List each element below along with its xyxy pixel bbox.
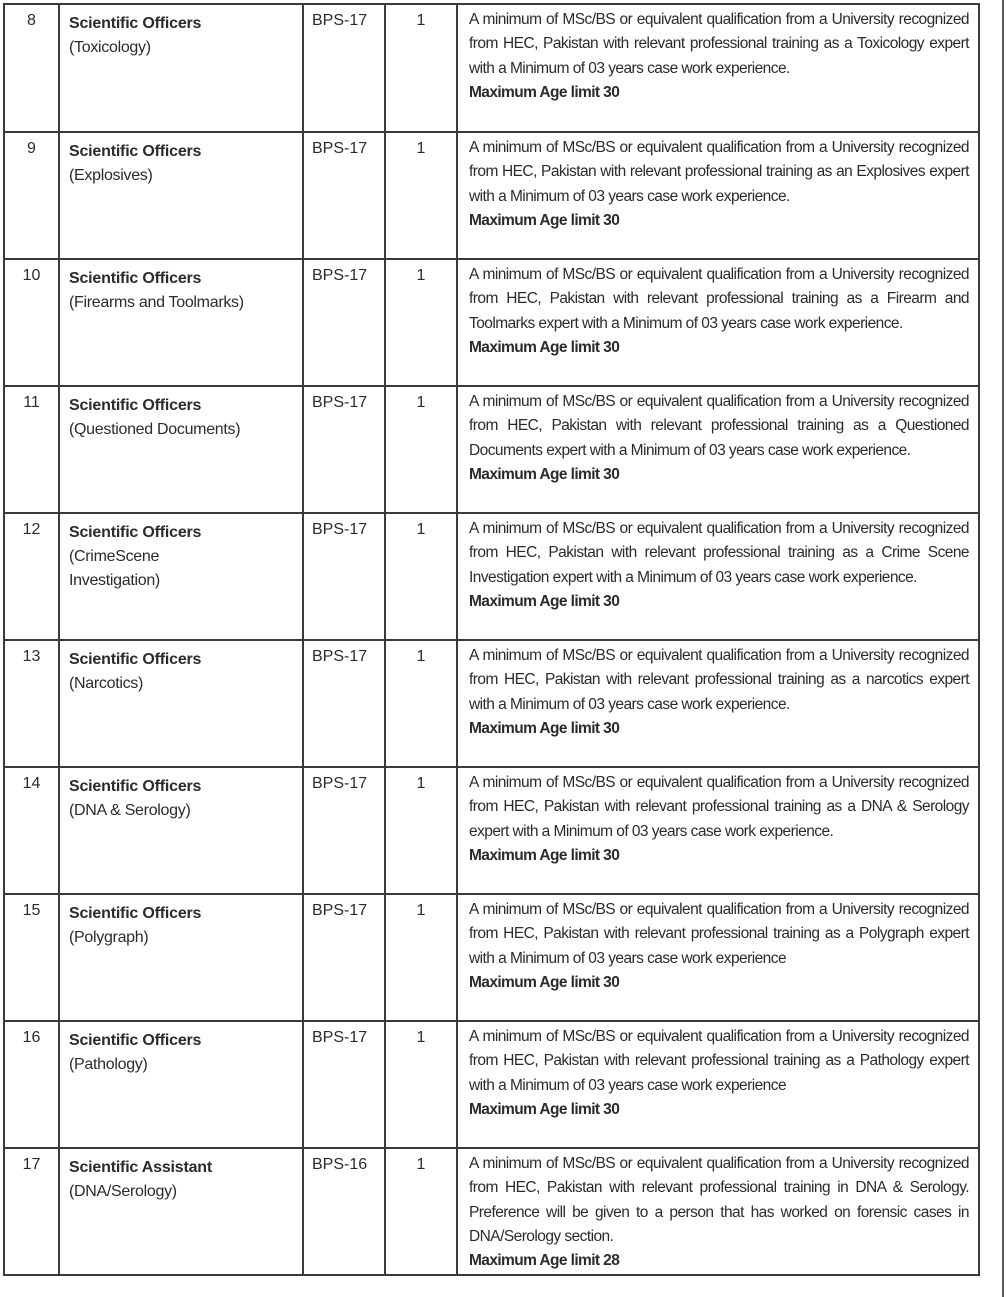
post-title: Scientific Assistant (69, 1159, 213, 1176)
qualification-cell (457, 513, 979, 640)
post-name-cell (59, 386, 303, 513)
post-name-cell (59, 4, 303, 132)
number-of-posts: 1 (385, 259, 457, 386)
number-of-posts: 1 (385, 1148, 457, 1275)
qualification-text: A minimum of MSc/BS or equivalent qualification from a University recognized from HEC, Pakistan with relevant professional training as a Toxicology expert with a Minimum of 03 years case work experience. (469, 11, 969, 77)
number-of-posts: 1 (385, 386, 457, 513)
table-row (4, 4, 979, 132)
pay-scale: BPS-17 (303, 1021, 385, 1148)
age-limit: Maximum Age limit 30 (469, 592, 620, 610)
qualification-cell (457, 132, 979, 259)
pay-scale: BPS-17 (303, 386, 385, 513)
serial-number: 9 (4, 132, 59, 259)
post-name-cell (59, 513, 303, 640)
pay-scale: BPS-17 (303, 513, 385, 640)
number-of-posts: 1 (385, 767, 457, 894)
serial-number: 11 (4, 386, 59, 513)
table-row (4, 132, 979, 259)
pay-scale: BPS-17 (303, 132, 385, 259)
qualification-text: A minimum of MSc/BS or equivalent qualification from a University recognized from HEC, Pakistan with relevant professional training as an Explosives expert with a Minimum of 03 years case work experience. (469, 139, 969, 205)
table-row (4, 386, 979, 513)
post-title: Scientific Officers (69, 524, 202, 541)
serial-number: 12 (4, 513, 59, 640)
serial-number: 15 (4, 894, 59, 1021)
post-specialization: (Polygraph) (69, 929, 149, 946)
pay-scale: BPS-17 (303, 894, 385, 1021)
post-specialization: (CrimeScene Investigation) (69, 548, 160, 589)
number-of-posts: 1 (385, 894, 457, 1021)
table-row (4, 259, 979, 386)
post-title: Scientific Officers (69, 15, 202, 32)
pay-scale: BPS-17 (303, 767, 385, 894)
post-specialization: (Firearms and Toolmarks) (69, 294, 244, 311)
post-title: Scientific Officers (69, 778, 202, 795)
age-limit: Maximum Age limit 30 (469, 465, 620, 483)
pay-scale: BPS-16 (303, 1148, 385, 1275)
age-limit: Maximum Age limit 30 (469, 338, 620, 356)
post-title: Scientific Officers (69, 1032, 202, 1049)
age-limit: Maximum Age limit 30 (469, 83, 620, 101)
pay-scale: BPS-17 (303, 259, 385, 386)
pay-scale: BPS-17 (303, 640, 385, 767)
age-limit: Maximum Age limit 30 (469, 1100, 620, 1118)
qualification-text: A minimum of MSc/BS or equivalent qualification from a University recognized from HEC, Pakistan with relevant professional training as a narcotics expert with a Minimum of 03 years case work experience. (469, 647, 969, 713)
qualification-cell (457, 1148, 979, 1275)
post-specialization: (Pathology) (69, 1056, 148, 1073)
job-vacancies-table (3, 3, 980, 1276)
age-limit: Maximum Age limit 30 (469, 719, 620, 737)
table-row (4, 1021, 979, 1148)
qualification-cell (457, 1021, 979, 1148)
table-row (4, 513, 979, 640)
post-name-cell (59, 640, 303, 767)
post-specialization: (Narcotics) (69, 675, 144, 692)
qualification-cell (457, 259, 979, 386)
number-of-posts: 1 (385, 640, 457, 767)
table-row (4, 894, 979, 1021)
serial-number: 8 (4, 4, 59, 132)
table-row (4, 1148, 979, 1275)
number-of-posts: 1 (385, 132, 457, 259)
qualification-cell (457, 4, 979, 132)
serial-number: 16 (4, 1021, 59, 1148)
post-title: Scientific Officers (69, 270, 202, 287)
post-title: Scientific Officers (69, 397, 202, 414)
post-title: Scientific Officers (69, 905, 202, 922)
post-title: Scientific Officers (69, 143, 202, 160)
post-specialization: (DNA & Serology) (69, 802, 191, 819)
qualification-text: A minimum of MSc/BS or equivalent qualification from a University recognized from HEC, Pakistan with relevant professional training in DNA & Serology. Preference will be given to a person that has worked on forensic cases in DNA/Serology section. (469, 1155, 969, 1245)
post-name-cell (59, 132, 303, 259)
qualification-text: A minimum of MSc/BS or equivalent qualification from a University recognized from HEC, Pakistan with relevant professional training as a DNA & Serology expert with a Minimum of 03 years case work experience. (469, 774, 969, 840)
number-of-posts: 1 (385, 1021, 457, 1148)
page-edge-divider (1002, 0, 1004, 1297)
number-of-posts: 1 (385, 513, 457, 640)
table-row (4, 640, 979, 767)
qualification-text: A minimum of MSc/BS or equivalent qualification from a University recognized from HEC, Pakistan with relevant professional training as a Crime Scene Investigation expert with a Minimum of 03 years case work experience. (469, 520, 969, 586)
serial-number: 13 (4, 640, 59, 767)
qualification-cell (457, 386, 979, 513)
serial-number: 17 (4, 1148, 59, 1275)
post-name-cell (59, 1021, 303, 1148)
qualification-text: A minimum of MSc/BS or equivalent qualification from a University recognized from HEC, Pakistan with relevant professional training as a Firearm and Toolmarks expert with a Minimum of 03 years case work experience. (469, 266, 969, 332)
qualification-cell (457, 767, 979, 894)
age-limit: Maximum Age limit 30 (469, 846, 620, 864)
qualification-cell (457, 894, 979, 1021)
age-limit: Maximum Age limit 30 (469, 973, 620, 991)
qualification-cell (457, 640, 979, 767)
age-limit: Maximum Age limit 30 (469, 211, 620, 229)
age-limit: Maximum Age limit 28 (469, 1252, 620, 1270)
qualification-text: A minimum of MSc/BS or equivalent qualification from a University recognized from HEC, Pakistan with relevant professional training as a Questioned Documents expert with a Minimum of 03 years case work experience. (469, 393, 969, 459)
post-specialization: (Questioned Documents) (69, 421, 241, 438)
post-specialization: (Toxicology) (69, 39, 151, 56)
post-name-cell (59, 259, 303, 386)
qualification-text: A minimum of MSc/BS or equivalent qualification from a University recognized from HEC, Pakistan with relevant professional training as a Pathology expert with a Minimum of 03 years case work experience (469, 1028, 969, 1094)
serial-number: 14 (4, 767, 59, 894)
post-name-cell (59, 894, 303, 1021)
pay-scale: BPS-17 (303, 4, 385, 132)
qualification-text: A minimum of MSc/BS or equivalent qualification from a University recognized from HEC, Pakistan with relevant professional training as a Polygraph expert with a Minimum of 03 years case work experience (469, 901, 969, 967)
number-of-posts: 1 (385, 4, 457, 132)
post-title: Scientific Officers (69, 651, 202, 668)
post-name-cell (59, 767, 303, 894)
post-specialization: (DNA/Serology) (69, 1183, 177, 1200)
serial-number: 10 (4, 259, 59, 386)
post-name-cell (59, 1148, 303, 1275)
table-row (4, 767, 979, 894)
post-specialization: (Explosives) (69, 167, 153, 184)
